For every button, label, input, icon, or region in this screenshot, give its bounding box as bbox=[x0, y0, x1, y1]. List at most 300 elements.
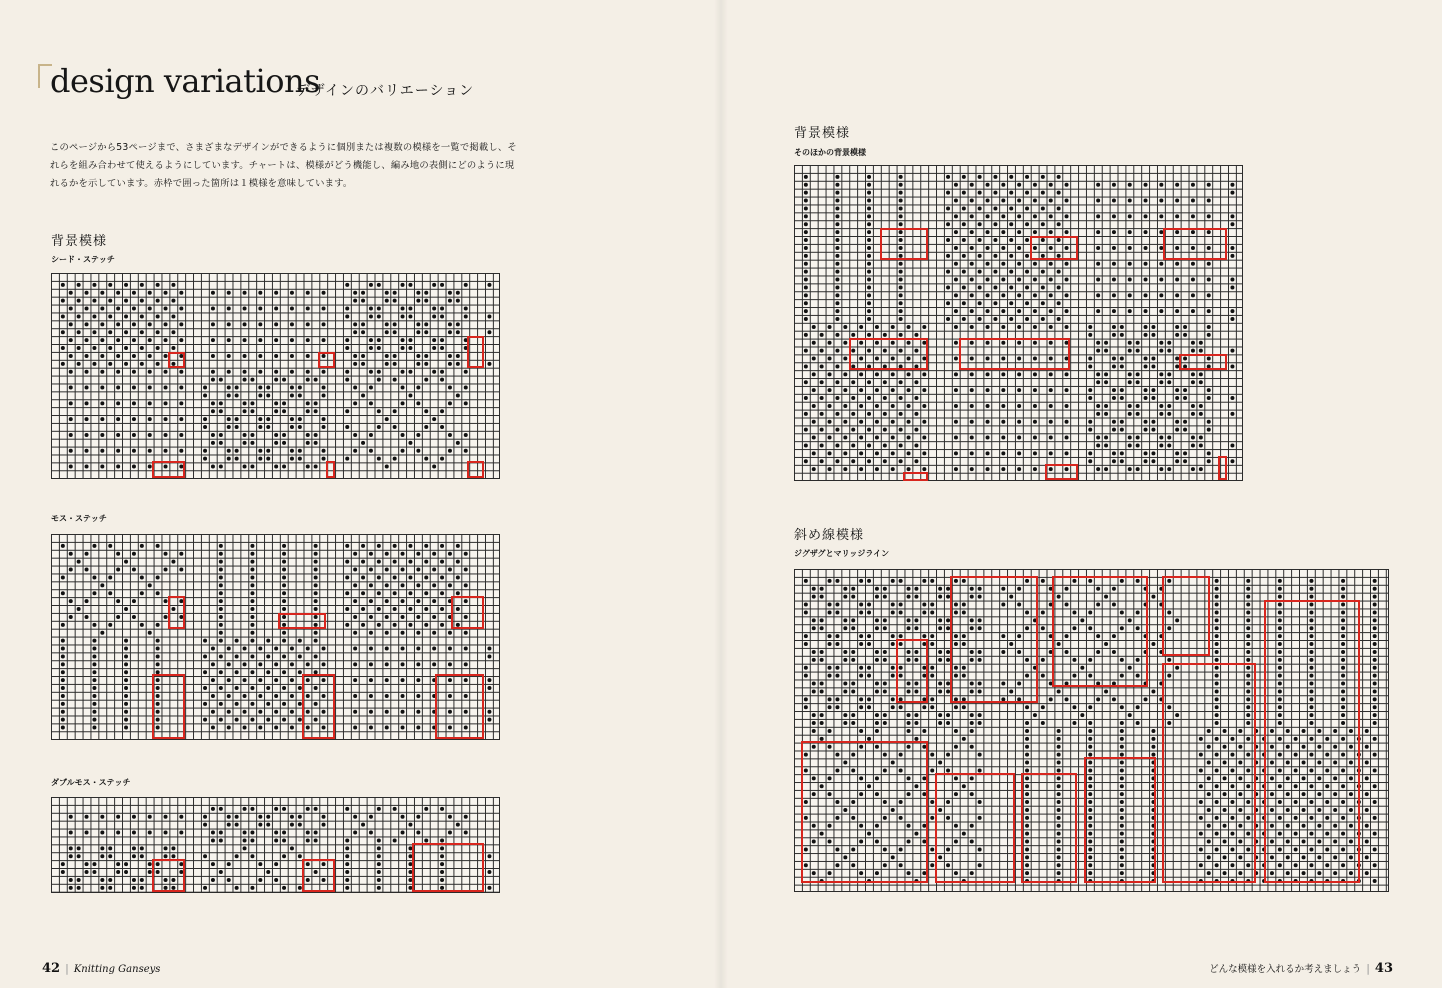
stitch-dot bbox=[962, 270, 966, 274]
stitch-dot bbox=[408, 591, 412, 595]
stitch-dot bbox=[464, 631, 468, 635]
stitch-dot bbox=[812, 372, 816, 376]
stitch-dot bbox=[812, 357, 816, 361]
stitch-dot bbox=[1104, 689, 1108, 693]
stitch-dot bbox=[164, 417, 168, 421]
stitch-dot bbox=[1096, 467, 1100, 471]
stitch-dot bbox=[970, 309, 974, 313]
stitch-dot bbox=[85, 568, 89, 572]
stitch-dot bbox=[132, 433, 136, 437]
stitch-dot bbox=[1373, 634, 1377, 638]
stitch-dot bbox=[69, 322, 73, 326]
stitch-dot bbox=[353, 647, 357, 651]
stitch-dot bbox=[290, 291, 294, 295]
stitch-dot bbox=[859, 467, 863, 471]
stitch-dot bbox=[883, 587, 887, 591]
stitch-dot bbox=[401, 678, 405, 682]
stitch-dot bbox=[456, 393, 460, 397]
stitch-dot bbox=[1096, 341, 1100, 345]
stitch-dot bbox=[164, 846, 168, 850]
stitch-dot bbox=[353, 330, 357, 334]
stitch-dot bbox=[812, 658, 816, 662]
stitch-dot bbox=[432, 583, 436, 587]
stitch-dot bbox=[1151, 357, 1155, 361]
stitch-dot bbox=[835, 610, 839, 614]
stitch-dot bbox=[851, 595, 855, 599]
stitch-dot bbox=[377, 314, 381, 318]
stitch-dot bbox=[1017, 183, 1021, 187]
stitch-dot bbox=[851, 658, 855, 662]
stitch-dot bbox=[1049, 309, 1053, 313]
stitch-dot bbox=[1088, 451, 1092, 455]
stitch-dot bbox=[1246, 587, 1250, 591]
stitch-dot bbox=[61, 694, 65, 698]
stitch-dot bbox=[1151, 420, 1155, 424]
stitch-dot bbox=[883, 443, 887, 447]
stitch-dot bbox=[1373, 705, 1377, 709]
stitch-dot bbox=[820, 443, 824, 447]
stitch-dot bbox=[353, 433, 357, 437]
stitch-dot bbox=[385, 362, 389, 366]
stitch-dot bbox=[1373, 579, 1377, 583]
stitch-dot bbox=[298, 417, 302, 421]
stitch-dot bbox=[1041, 301, 1045, 305]
stitch-dot bbox=[61, 870, 65, 874]
stitch-dot bbox=[61, 654, 65, 658]
stitch-dot bbox=[1341, 579, 1345, 583]
stitch-dot bbox=[448, 449, 452, 453]
stitch-dot bbox=[377, 346, 381, 350]
stitch-dot bbox=[306, 291, 310, 295]
stitch-dot bbox=[164, 568, 168, 572]
stitch-dot bbox=[986, 309, 990, 313]
stitch-dot bbox=[1144, 183, 1148, 187]
stitch-dot bbox=[258, 386, 262, 390]
stitch-dot bbox=[448, 299, 452, 303]
stitch-dot bbox=[290, 449, 294, 453]
stitch-dot bbox=[1230, 364, 1234, 368]
stitch-dot bbox=[274, 662, 278, 666]
stitch-dot bbox=[274, 838, 278, 842]
stitch-dot bbox=[385, 599, 389, 603]
stitch-dot bbox=[922, 705, 926, 709]
stitch-dot bbox=[1136, 721, 1140, 725]
stitch-dot bbox=[250, 591, 254, 595]
stitch-dot bbox=[487, 647, 491, 651]
stitch-dot bbox=[77, 330, 81, 334]
stitch-dot bbox=[962, 317, 966, 321]
stitch-dot bbox=[867, 634, 871, 638]
repeat-frame bbox=[1163, 228, 1227, 260]
stitch-dot bbox=[487, 854, 491, 858]
stitch-dot bbox=[132, 886, 136, 890]
stitch-dot bbox=[867, 317, 871, 321]
stitch-dot bbox=[1104, 443, 1108, 447]
stitch-dot bbox=[1167, 436, 1171, 440]
stitch-dot bbox=[456, 575, 460, 579]
stitch-dot bbox=[432, 568, 436, 572]
stitch-dot bbox=[907, 721, 911, 725]
stitch-dot bbox=[828, 697, 832, 701]
stitch-dot bbox=[804, 364, 808, 368]
stitch-dot bbox=[930, 753, 934, 757]
stitch-dot bbox=[1096, 293, 1100, 297]
stitch-dot bbox=[440, 283, 444, 287]
stitch-dot bbox=[899, 309, 903, 313]
chart-label-seed: シード・ステッチ bbox=[51, 255, 115, 264]
stitch-dot bbox=[978, 270, 982, 274]
stitch-dot bbox=[140, 283, 144, 287]
stitch-dot bbox=[1215, 587, 1219, 591]
stitch-dot bbox=[867, 262, 871, 266]
stitch-dot bbox=[1057, 301, 1061, 305]
stitch-dot bbox=[835, 285, 839, 289]
stitch-dot bbox=[1183, 388, 1187, 392]
stitch-dot bbox=[875, 404, 879, 408]
stitch-dot bbox=[282, 409, 286, 413]
stitch-dot bbox=[448, 386, 452, 390]
stitch-dot bbox=[1041, 191, 1045, 195]
stitch-dot bbox=[219, 639, 223, 643]
stitch-dot bbox=[140, 886, 144, 890]
stitch-dot bbox=[828, 404, 832, 408]
stitch-dot bbox=[353, 299, 357, 303]
stitch-dot bbox=[1049, 199, 1053, 203]
stitch-dot bbox=[306, 354, 310, 358]
stitch-dot bbox=[266, 457, 270, 461]
stitch-dot bbox=[1104, 412, 1108, 416]
stitch-dot bbox=[416, 299, 420, 303]
stitch-dot bbox=[812, 721, 816, 725]
stitch-dot bbox=[440, 544, 444, 548]
stitch-dot bbox=[1373, 689, 1377, 693]
stitch-dot bbox=[1057, 737, 1061, 741]
stitch-dot bbox=[1049, 697, 1053, 701]
stitch-dot bbox=[69, 370, 73, 374]
stitch-dot bbox=[1309, 587, 1313, 591]
stitch-dot bbox=[322, 307, 326, 311]
stitch-dot bbox=[69, 449, 73, 453]
repeat-frame bbox=[152, 461, 185, 478]
repeat-frame bbox=[302, 859, 335, 892]
stitch-dot bbox=[432, 370, 436, 374]
stitch-dot bbox=[954, 404, 958, 408]
stitch-dot bbox=[100, 291, 104, 295]
stitch-dot bbox=[820, 428, 824, 432]
stitch-dot bbox=[69, 831, 73, 835]
stitch-dot bbox=[85, 386, 89, 390]
stitch-dot bbox=[1096, 230, 1100, 234]
stitch-dot bbox=[464, 307, 468, 311]
stitch-dot bbox=[851, 626, 855, 630]
stitch-dot bbox=[835, 364, 839, 368]
stitch-dot bbox=[851, 650, 855, 654]
stitch-dot bbox=[243, 846, 247, 850]
stitch-dot bbox=[385, 354, 389, 358]
stitch-dot bbox=[1017, 404, 1021, 408]
stitch-dot bbox=[487, 654, 491, 658]
stitch-dot bbox=[369, 433, 373, 437]
stitch-dot bbox=[907, 420, 911, 424]
stitch-dot bbox=[1207, 183, 1211, 187]
stitch-dot bbox=[282, 378, 286, 382]
stitch-dot bbox=[899, 579, 903, 583]
repeat-frame bbox=[935, 773, 1015, 883]
repeat-frame bbox=[1179, 354, 1227, 370]
stitch-dot bbox=[416, 815, 420, 819]
stitch-dot bbox=[92, 686, 96, 690]
stitch-dot bbox=[393, 807, 397, 811]
stitch-dot bbox=[274, 291, 278, 295]
stitch-dot bbox=[345, 607, 349, 611]
stitch-dot bbox=[211, 322, 215, 326]
stitch-dot bbox=[219, 409, 223, 413]
stitch-dot bbox=[907, 595, 911, 599]
stitch-dot bbox=[851, 459, 855, 463]
stitch-dot bbox=[1120, 420, 1124, 424]
stitch-dot bbox=[867, 246, 871, 250]
stitch-dot bbox=[1215, 610, 1219, 614]
stitch-dot bbox=[219, 401, 223, 405]
stitch-dot bbox=[250, 441, 254, 445]
stitch-dot bbox=[835, 230, 839, 234]
stitch-dot bbox=[314, 568, 318, 572]
stitch-dot bbox=[424, 838, 428, 842]
stitch-dot bbox=[1009, 206, 1013, 210]
stitch-dot bbox=[258, 726, 262, 730]
stitch-dot bbox=[820, 713, 824, 717]
stitch-dot bbox=[440, 307, 444, 311]
stitch-dot bbox=[164, 449, 168, 453]
stitch-dot bbox=[1025, 317, 1029, 321]
stitch-dot bbox=[243, 409, 247, 413]
stitch-dot bbox=[899, 175, 903, 179]
stitch-dot bbox=[164, 338, 168, 342]
stitch-dot bbox=[1183, 459, 1187, 463]
stitch-dot bbox=[100, 846, 104, 850]
stitch-dot bbox=[843, 587, 847, 591]
stitch-dot bbox=[1112, 420, 1116, 424]
stitch-dot bbox=[156, 283, 160, 287]
stitch-dot bbox=[1373, 847, 1377, 851]
stitch-dot bbox=[108, 346, 112, 350]
stitch-dot bbox=[124, 346, 128, 350]
stitch-dot bbox=[361, 575, 365, 579]
stitch-dot bbox=[820, 626, 824, 630]
stitch-dot bbox=[243, 726, 247, 730]
stitch-dot bbox=[440, 560, 444, 564]
stitch-dot bbox=[993, 175, 997, 179]
repeat-frame bbox=[168, 596, 185, 629]
stitch-dot bbox=[235, 425, 239, 429]
stitch-dot bbox=[859, 634, 863, 638]
stitch-dot bbox=[306, 433, 310, 437]
stitch-dot bbox=[203, 393, 207, 397]
stitch-dot bbox=[448, 401, 452, 405]
stitch-dot bbox=[369, 599, 373, 603]
stitch-dot bbox=[393, 362, 397, 366]
stitch-dot bbox=[345, 378, 349, 382]
stitch-dot bbox=[100, 886, 104, 890]
stitch-dot bbox=[100, 831, 104, 835]
stitch-dot bbox=[266, 425, 270, 429]
stitch-dot bbox=[171, 854, 175, 858]
stitch-dot bbox=[899, 199, 903, 203]
stitch-dot bbox=[432, 631, 436, 635]
stitch-dot bbox=[938, 650, 942, 654]
stitch-dot bbox=[1199, 372, 1203, 376]
stitch-dot bbox=[448, 583, 452, 587]
stitch-dot bbox=[369, 401, 373, 405]
stitch-dot bbox=[61, 718, 65, 722]
stitch-dot bbox=[843, 658, 847, 662]
stitch-dot bbox=[322, 425, 326, 429]
double-moss-stitch-chart bbox=[51, 797, 500, 893]
stitch-dot bbox=[820, 682, 824, 686]
stitch-dot bbox=[986, 451, 990, 455]
stitch-dot bbox=[448, 354, 452, 358]
stitch-dot bbox=[804, 214, 808, 218]
stitch-dot bbox=[828, 357, 832, 361]
stitch-dot bbox=[322, 370, 326, 374]
repeat-frame bbox=[1021, 773, 1077, 883]
stitch-dot bbox=[1112, 278, 1116, 282]
stitch-dot bbox=[416, 291, 420, 295]
stitch-dot bbox=[835, 175, 839, 179]
stitch-dot bbox=[69, 338, 73, 342]
stitch-dot bbox=[1207, 459, 1211, 463]
stitch-dot bbox=[345, 878, 349, 882]
stitch-dot bbox=[914, 412, 918, 416]
stitch-dot bbox=[820, 650, 824, 654]
stitch-dot bbox=[1112, 364, 1116, 368]
stitch-dot bbox=[211, 878, 215, 882]
stitch-dot bbox=[156, 639, 160, 643]
stitch-dot bbox=[835, 674, 839, 678]
stitch-dot bbox=[124, 330, 128, 334]
stitch-dot bbox=[899, 301, 903, 305]
stitch-dot bbox=[69, 401, 73, 405]
stitch-dot bbox=[883, 428, 887, 432]
stitch-dot bbox=[978, 238, 982, 242]
stitch-dot bbox=[345, 409, 349, 413]
stitch-dot bbox=[946, 285, 950, 289]
stitch-dot bbox=[1373, 642, 1377, 646]
section-title-background: 背景模様 bbox=[51, 234, 108, 249]
stitch-dot bbox=[282, 591, 286, 595]
stitch-dot bbox=[179, 552, 183, 556]
stitch-dot bbox=[464, 662, 468, 666]
stitch-dot bbox=[1128, 246, 1132, 250]
stitch-dot bbox=[812, 682, 816, 686]
stitch-dot bbox=[61, 575, 65, 579]
stitch-dot bbox=[914, 380, 918, 384]
stitch-dot bbox=[914, 721, 918, 725]
stitch-dot bbox=[1151, 689, 1155, 693]
stitch-dot bbox=[1088, 388, 1092, 392]
stitch-dot bbox=[211, 378, 215, 382]
stitch-dot bbox=[258, 457, 262, 461]
stitch-dot bbox=[314, 378, 318, 382]
repeat-frame bbox=[152, 674, 185, 739]
stitch-dot bbox=[1373, 737, 1377, 741]
stitch-dot bbox=[156, 330, 160, 334]
stitch-dot bbox=[1049, 278, 1053, 282]
stitch-dot bbox=[108, 314, 112, 318]
stitch-dot bbox=[828, 467, 832, 471]
stitch-dot bbox=[938, 658, 942, 662]
stitch-dot bbox=[464, 283, 468, 287]
stitch-dot bbox=[993, 285, 997, 289]
stitch-dot bbox=[804, 412, 808, 416]
stitch-dot bbox=[156, 662, 160, 666]
stitch-dot bbox=[124, 647, 128, 651]
stitch-dot bbox=[369, 615, 373, 619]
stitch-dot bbox=[171, 846, 175, 850]
stitch-dot bbox=[124, 607, 128, 611]
stitch-dot bbox=[250, 886, 254, 890]
stitch-dot bbox=[804, 380, 808, 384]
stitch-dot bbox=[1136, 372, 1140, 376]
stitch-dot bbox=[907, 436, 911, 440]
stitch-dot bbox=[812, 595, 816, 599]
stitch-dot bbox=[986, 214, 990, 218]
stitch-dot bbox=[1104, 467, 1108, 471]
stitch-dot bbox=[250, 568, 254, 572]
stitch-dot bbox=[440, 575, 444, 579]
stitch-dot bbox=[250, 552, 254, 556]
stitch-dot-layer bbox=[51, 273, 499, 478]
stitch-dot bbox=[922, 451, 926, 455]
stitch-dot bbox=[345, 307, 349, 311]
stitch-dot bbox=[1191, 199, 1195, 203]
stitch-dot bbox=[416, 568, 420, 572]
stitch-dot bbox=[851, 618, 855, 622]
stitch-dot bbox=[907, 729, 911, 733]
stitch-dot bbox=[353, 694, 357, 698]
stitch-dot bbox=[235, 449, 239, 453]
stitch-dot bbox=[314, 465, 318, 469]
stitch-dot bbox=[250, 465, 254, 469]
stitch-dot bbox=[258, 647, 262, 651]
stitch-dot bbox=[243, 838, 247, 842]
stitch-dot bbox=[1001, 372, 1005, 376]
stitch-dot bbox=[69, 846, 73, 850]
stitch-dot bbox=[1207, 396, 1211, 400]
stitch-dot bbox=[1159, 199, 1163, 203]
stitch-dot bbox=[1365, 824, 1369, 828]
stitch-dot bbox=[1033, 293, 1037, 297]
stitch-dot bbox=[899, 191, 903, 195]
stitch-dot bbox=[1041, 317, 1045, 321]
stitch-dot bbox=[377, 846, 381, 850]
stitch-dot bbox=[1001, 325, 1005, 329]
stitch-dot bbox=[274, 647, 278, 651]
stitch-dot bbox=[899, 214, 903, 218]
stitch-dot bbox=[211, 831, 215, 835]
stitch-dot bbox=[314, 807, 318, 811]
stitch-dot bbox=[298, 815, 302, 819]
stitch-dot bbox=[219, 686, 223, 690]
stitch-dot bbox=[203, 425, 207, 429]
stitch-dot bbox=[867, 293, 871, 297]
stitch-dot bbox=[282, 599, 286, 603]
stitch-dot bbox=[124, 694, 128, 698]
stitch-dot bbox=[243, 807, 247, 811]
stitch-dot bbox=[385, 417, 389, 421]
stitch-dot bbox=[843, 420, 847, 424]
stitch-dot bbox=[290, 386, 294, 390]
